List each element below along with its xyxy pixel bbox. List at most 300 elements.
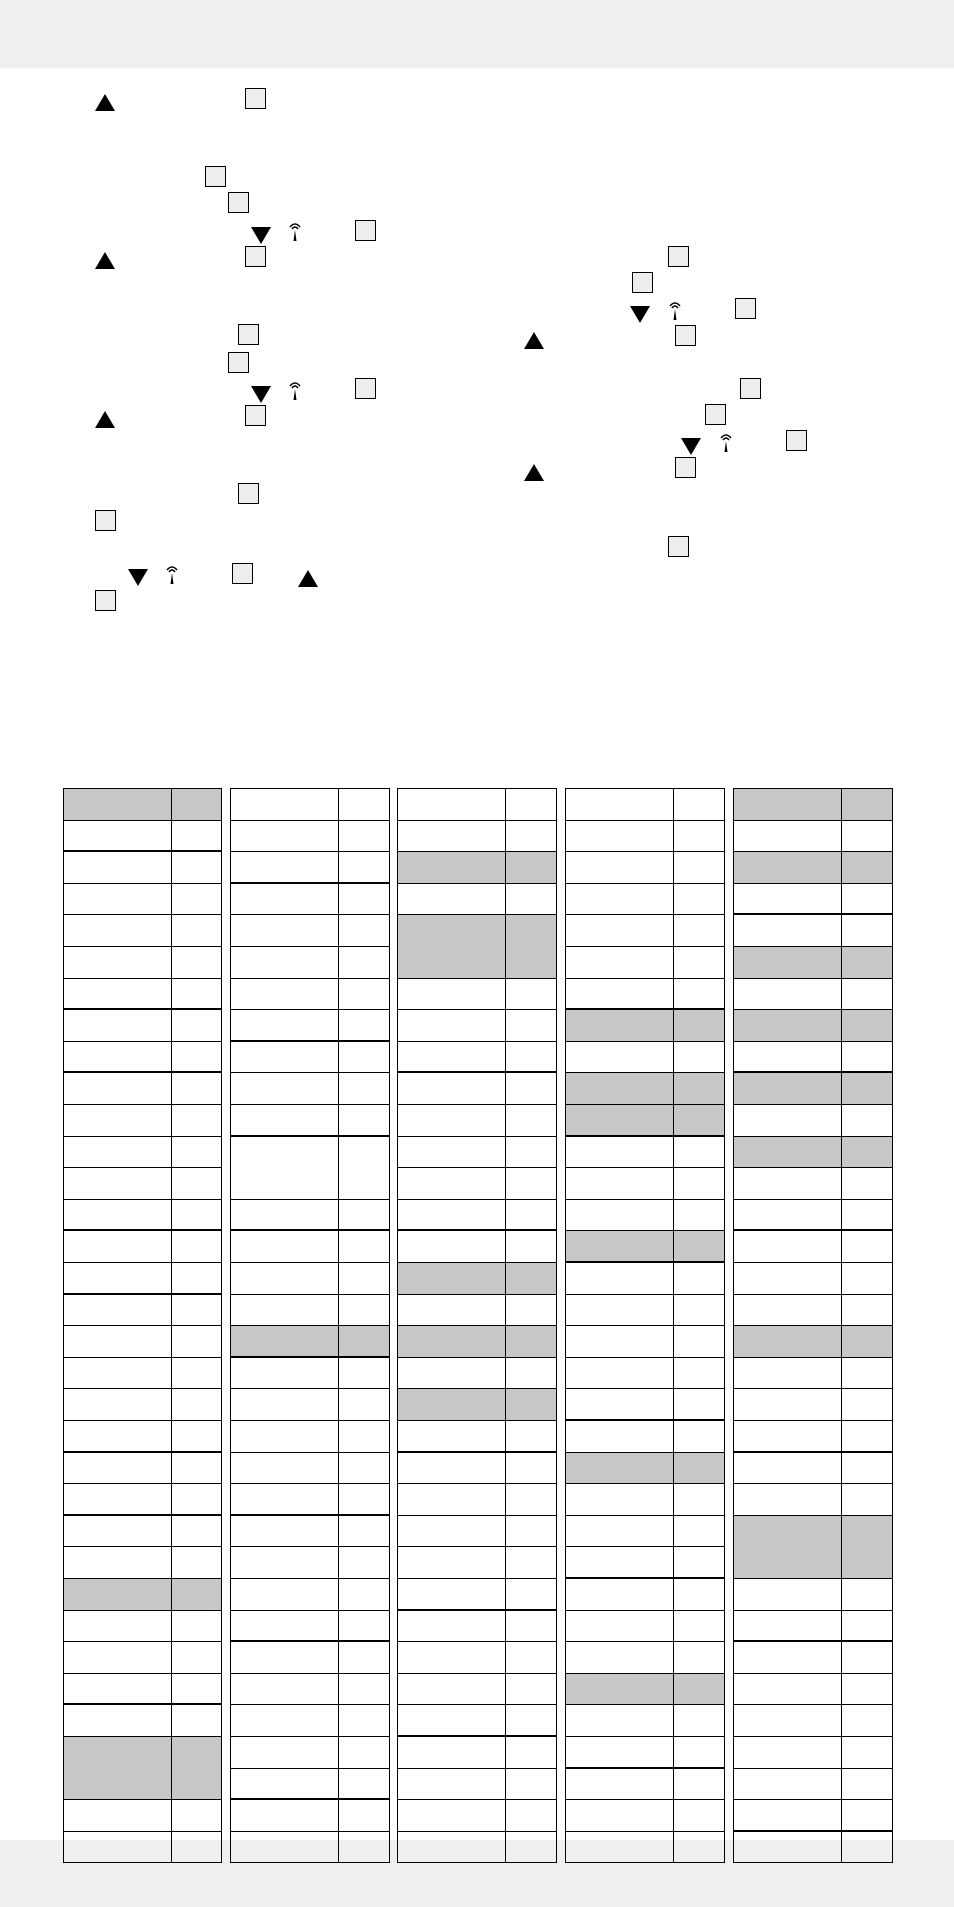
table-cell <box>674 1137 724 1168</box>
table-cell <box>64 1642 172 1673</box>
table-row <box>734 1705 892 1737</box>
table-cell <box>734 1010 842 1041</box>
key-button-icon <box>228 192 249 213</box>
table-cell <box>566 1326 674 1357</box>
table-cell <box>64 1516 172 1547</box>
table-row <box>734 1358 892 1390</box>
antenna-signal-icon <box>286 380 304 400</box>
table-cell <box>506 1137 556 1168</box>
table-cell <box>64 1263 172 1293</box>
table-cell <box>566 1263 674 1294</box>
triangle-up-icon <box>524 464 544 481</box>
table-cell <box>339 1200 389 1230</box>
triangle-up-icon <box>524 332 544 349</box>
table-row <box>231 1010 389 1042</box>
table-row <box>231 947 389 979</box>
table-cell <box>398 1168 506 1199</box>
table-cell <box>734 1358 842 1389</box>
table-cell <box>842 1769 892 1800</box>
table-row <box>398 884 556 916</box>
table-cell <box>842 979 892 1010</box>
table-row <box>566 852 724 884</box>
table-cell <box>674 1832 724 1864</box>
table-row <box>231 1579 389 1611</box>
table-cell <box>674 947 724 978</box>
table-row <box>398 915 556 978</box>
table-row <box>231 1137 389 1200</box>
table-cell <box>339 1105 389 1135</box>
table-row <box>734 1516 892 1579</box>
table-row <box>734 1263 892 1295</box>
table-cell <box>734 947 842 978</box>
table-cell <box>172 789 221 820</box>
table-row <box>231 1611 389 1643</box>
table-row <box>566 1579 724 1611</box>
table-cell <box>172 1389 221 1420</box>
table-cell <box>674 1484 724 1515</box>
table-row <box>231 1642 389 1674</box>
table-row <box>398 789 556 821</box>
table-cell <box>172 1421 221 1451</box>
table-cell <box>842 1705 892 1736</box>
table-cell <box>339 1231 389 1262</box>
table-cell <box>64 1168 172 1199</box>
table-cell <box>506 1105 556 1136</box>
table-row <box>231 979 389 1011</box>
table-cell <box>231 1042 339 1073</box>
table-cell <box>64 1484 172 1514</box>
table-cell <box>506 1200 556 1230</box>
table-cell <box>566 1295 674 1326</box>
table-row <box>398 1421 556 1453</box>
table-cell <box>398 1295 506 1326</box>
table-row <box>566 1800 724 1832</box>
table-cell <box>566 915 674 946</box>
table-cell <box>734 1105 842 1136</box>
table-row <box>64 1737 221 1800</box>
table-row <box>734 1010 892 1042</box>
table-cell <box>674 852 724 883</box>
table-row <box>231 915 389 947</box>
table-row <box>231 1421 389 1453</box>
table-cell <box>398 789 506 820</box>
table-row <box>566 1073 724 1105</box>
table-row <box>398 1611 556 1643</box>
table-cell <box>398 1263 506 1294</box>
table-cell <box>842 1516 892 1578</box>
table-row <box>64 789 221 821</box>
table-cell <box>674 1705 724 1736</box>
table-row <box>566 1516 724 1548</box>
table-row <box>566 915 724 947</box>
table-cell <box>172 1137 221 1168</box>
table-cell <box>398 1547 506 1578</box>
table-cell <box>398 1073 506 1104</box>
key-button-icon <box>740 378 761 399</box>
table-cell <box>734 1263 842 1294</box>
table-cell <box>506 1421 556 1451</box>
table-row <box>231 1769 389 1801</box>
table-row <box>566 1484 724 1516</box>
key-button-icon <box>355 378 376 399</box>
table-row <box>398 1042 556 1074</box>
table-cell <box>339 1389 389 1420</box>
table-row <box>734 1231 892 1263</box>
table-row <box>398 821 556 853</box>
table-row <box>398 1358 556 1390</box>
table-row <box>398 1769 556 1801</box>
table-cell <box>64 1137 172 1168</box>
table-cell <box>734 1516 842 1578</box>
table-row <box>734 1579 892 1611</box>
table-2 <box>230 788 390 1863</box>
table-cell <box>339 1326 389 1356</box>
table-cell <box>506 1832 556 1864</box>
key-button-icon <box>245 405 266 426</box>
table-cell <box>506 1800 556 1831</box>
table-cell <box>842 1611 892 1641</box>
table-cell <box>566 1137 674 1168</box>
table-cell <box>398 1800 506 1831</box>
table-cell <box>674 1453 724 1484</box>
table-row <box>64 1579 221 1611</box>
table-row <box>566 1832 724 1864</box>
table-row <box>734 1800 892 1832</box>
table-cell <box>172 1263 221 1293</box>
table-cell <box>172 1579 221 1610</box>
table-row <box>398 1674 556 1706</box>
table-row <box>566 1705 724 1737</box>
key-button-icon <box>786 430 807 451</box>
table-row <box>566 1105 724 1137</box>
triangle-up-icon <box>95 94 115 111</box>
table-row <box>566 1453 724 1485</box>
table-cell <box>842 1579 892 1610</box>
table-row <box>398 1737 556 1769</box>
key-button-icon <box>245 88 266 109</box>
triangle-up-icon <box>95 252 115 269</box>
table-cell <box>231 1800 339 1831</box>
table-row <box>566 1042 724 1074</box>
table-cell <box>64 915 172 946</box>
table-row <box>64 1705 221 1737</box>
table-row <box>734 1137 892 1169</box>
table-cell <box>172 1010 221 1041</box>
table-cell <box>842 1105 892 1136</box>
key-button-icon <box>355 220 376 241</box>
table-cell <box>64 1800 172 1831</box>
table-cell <box>566 947 674 978</box>
table-cell <box>734 1769 842 1800</box>
table-cell <box>506 1295 556 1326</box>
table-cell <box>172 884 221 915</box>
table-row <box>398 1547 556 1579</box>
table-cell <box>674 1168 724 1199</box>
table-4 <box>565 788 725 1863</box>
table-cell <box>674 884 724 915</box>
table-row <box>566 1295 724 1327</box>
table-cell <box>566 979 674 1009</box>
table-cell <box>231 1769 339 1799</box>
table-row <box>566 1200 724 1232</box>
table-cell <box>842 884 892 914</box>
table-cell <box>674 1642 724 1673</box>
table-cell <box>734 1421 842 1451</box>
table-cell <box>398 1769 506 1800</box>
antenna-signal-icon <box>286 221 304 241</box>
table-row <box>64 1073 221 1105</box>
key-button-icon <box>675 457 696 478</box>
table-cell <box>64 1705 172 1736</box>
table-cell <box>64 1547 172 1578</box>
table-row <box>398 1105 556 1137</box>
table-row <box>398 1800 556 1832</box>
table-cell <box>566 1042 674 1073</box>
table-cell <box>734 915 842 946</box>
table-cell <box>566 852 674 883</box>
table-cell <box>231 1073 339 1104</box>
table-row <box>734 947 892 979</box>
table-row <box>734 1737 892 1769</box>
table-cell <box>231 1231 339 1262</box>
table-cell <box>231 1010 339 1040</box>
table-row <box>398 1137 556 1169</box>
table-row <box>231 789 389 821</box>
table-cell <box>674 1358 724 1389</box>
table-row <box>64 979 221 1011</box>
table-cell <box>398 1326 506 1357</box>
table-cell <box>566 1737 674 1767</box>
table-row <box>231 1484 389 1516</box>
table-row <box>64 947 221 979</box>
table-cell <box>231 1453 339 1484</box>
table-cell <box>734 1800 842 1830</box>
table-cell <box>674 1326 724 1357</box>
table-row <box>734 1168 892 1200</box>
table-cell <box>398 1453 506 1484</box>
table-cell <box>172 1484 221 1514</box>
table-cell <box>566 789 674 820</box>
table-row <box>734 1642 892 1674</box>
table-cell <box>506 1389 556 1420</box>
table-cell <box>172 1674 221 1704</box>
table-3 <box>397 788 557 1863</box>
table-cell <box>566 1579 674 1610</box>
table-cell <box>674 979 724 1009</box>
table-row <box>231 1453 389 1485</box>
table-cell <box>172 1168 221 1199</box>
table-cell <box>566 884 674 915</box>
table-cell <box>674 1389 724 1419</box>
table-cell <box>339 884 389 915</box>
table-cell <box>339 1769 389 1799</box>
table-cell <box>231 979 339 1010</box>
table-cell <box>231 1642 339 1673</box>
antenna-signal-icon <box>666 300 684 320</box>
table-cell <box>842 1484 892 1515</box>
table-row <box>231 1674 389 1706</box>
key-button-icon <box>632 272 653 293</box>
table-cell <box>339 1295 389 1326</box>
table-cell <box>506 789 556 820</box>
table-cell <box>339 1705 389 1736</box>
table-cell <box>64 1073 172 1104</box>
table-cell <box>64 979 172 1009</box>
table-cell <box>506 1453 556 1484</box>
table-row <box>64 1516 221 1548</box>
table-row <box>398 1326 556 1358</box>
table-row <box>734 915 892 947</box>
table-cell <box>398 1389 506 1420</box>
table-row <box>231 1200 389 1232</box>
table-cell <box>231 852 339 882</box>
table-cell <box>339 1358 389 1389</box>
table-row <box>231 852 389 884</box>
table-cell <box>398 1611 506 1642</box>
table-cell <box>566 1389 674 1419</box>
table-row <box>734 1389 892 1421</box>
table-row <box>398 1705 556 1737</box>
table-cell <box>734 1484 842 1515</box>
table-cell <box>231 1674 339 1705</box>
table-row <box>566 1358 724 1390</box>
table-cell <box>64 947 172 978</box>
table-cell <box>566 1611 674 1642</box>
triangle-up-icon <box>95 411 115 428</box>
table-cell <box>64 1611 172 1642</box>
table-cell <box>172 1105 221 1136</box>
table-cell <box>566 1484 674 1515</box>
table-cell <box>231 1484 339 1514</box>
table-cell <box>506 1042 556 1072</box>
table-cell <box>231 1516 339 1547</box>
table-cell <box>842 947 892 978</box>
table-cell <box>172 1642 221 1673</box>
table-row <box>734 1073 892 1105</box>
table-cell <box>734 1642 842 1673</box>
table-row <box>398 1010 556 1042</box>
table-row <box>231 1263 389 1295</box>
table-row <box>64 1010 221 1042</box>
table-cell <box>339 1674 389 1705</box>
table-cell <box>734 1295 842 1326</box>
table-row <box>398 1453 556 1485</box>
table-cell <box>506 1611 556 1642</box>
table-cell <box>172 1611 221 1642</box>
table-row <box>566 1326 724 1358</box>
table-cell <box>231 1105 339 1135</box>
table-cell <box>506 1674 556 1705</box>
table-cell <box>64 852 172 883</box>
table-cell <box>398 1358 506 1389</box>
table-cell <box>398 1042 506 1072</box>
table-row <box>64 1326 221 1358</box>
table-cell <box>842 1358 892 1389</box>
table-cell <box>172 947 221 978</box>
table-cell <box>506 1769 556 1800</box>
table-cell <box>398 1010 506 1041</box>
table-cell <box>64 1389 172 1420</box>
table-row <box>231 1042 389 1074</box>
table-row <box>734 1105 892 1137</box>
table-cell <box>842 1137 892 1168</box>
table-cell <box>172 821 221 851</box>
table-cell <box>231 1611 339 1641</box>
table-cell <box>398 1705 506 1735</box>
table-cell <box>566 1674 674 1705</box>
table-cell <box>674 1516 724 1547</box>
table-cell <box>398 1579 506 1609</box>
table-cell <box>734 1705 842 1736</box>
table-row <box>734 1674 892 1706</box>
table-cell <box>64 1042 172 1072</box>
table-cell <box>339 821 389 852</box>
table-cell <box>674 915 724 946</box>
table-cell <box>172 979 221 1009</box>
table-cell <box>398 1200 506 1230</box>
table-cell <box>674 1769 724 1800</box>
table-cell <box>172 1073 221 1104</box>
table-cell <box>172 1800 221 1831</box>
table-5 <box>733 788 893 1863</box>
table-cell <box>674 1579 724 1610</box>
table-cell <box>64 1358 172 1389</box>
table-row <box>64 1105 221 1137</box>
table-cell <box>506 1231 556 1262</box>
triangle-down-icon <box>681 438 701 455</box>
table-cell <box>674 1073 724 1104</box>
table-row <box>734 1484 892 1516</box>
table-cell <box>339 1421 389 1452</box>
table-row <box>734 1042 892 1074</box>
key-button-icon <box>95 590 116 611</box>
table-row <box>566 1010 724 1042</box>
table-cell <box>674 1611 724 1642</box>
table-row <box>231 1389 389 1421</box>
triangle-down-icon <box>630 306 650 323</box>
table-row <box>64 915 221 947</box>
table-cell <box>842 1421 892 1451</box>
table-row <box>398 1579 556 1611</box>
table-cell <box>339 915 389 946</box>
table-cell <box>339 947 389 978</box>
table-cell <box>842 1389 892 1420</box>
table-cell <box>842 1295 892 1326</box>
table-cell <box>674 1263 724 1294</box>
table-cell <box>566 1421 674 1452</box>
table-cell <box>842 852 892 883</box>
table-cell <box>231 1547 339 1578</box>
table-cell <box>842 1042 892 1072</box>
table-cell <box>506 1168 556 1199</box>
table-cell <box>398 1674 506 1705</box>
table-cell <box>734 1137 842 1168</box>
table-row <box>64 1295 221 1327</box>
table-row <box>64 821 221 853</box>
table-row <box>231 1231 389 1263</box>
table-row <box>64 1042 221 1074</box>
table-cell <box>734 1168 842 1199</box>
table-cell <box>398 1642 506 1673</box>
table-cell <box>734 1453 842 1484</box>
table-cell <box>64 1200 172 1230</box>
table-cell <box>842 1073 892 1104</box>
table-cell <box>566 1453 674 1484</box>
table-row <box>566 947 724 979</box>
table-cell <box>64 1010 172 1041</box>
table-row <box>64 1358 221 1390</box>
table-row <box>64 1421 221 1453</box>
